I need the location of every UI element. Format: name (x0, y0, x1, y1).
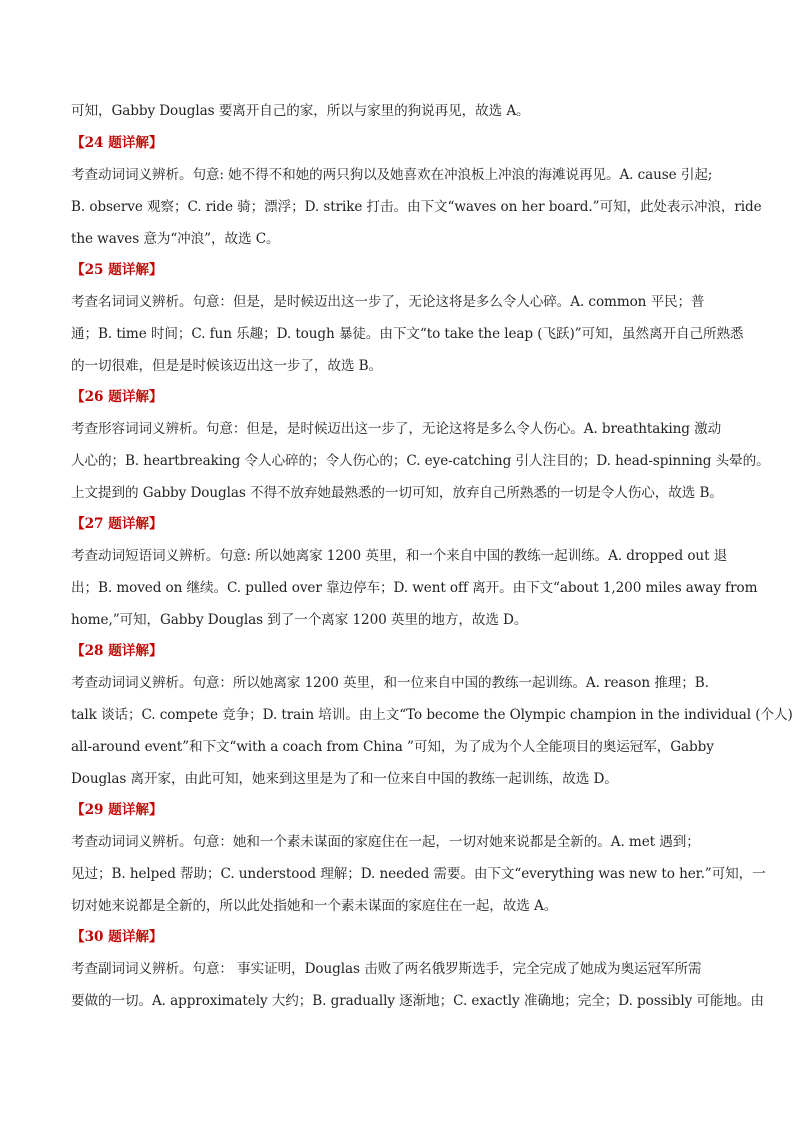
text-line: 考查动词词义辨析。句意：所以她离家 1200 英里，和一位来自中国的教练一起训练。A. reason 推理；B. (71, 675, 709, 691)
text-line: talk 谈话；C. compete 竞争；D. train 培训。由上文“To become the Olympic champion in the individual (个人) (71, 707, 793, 723)
text-line: home,”可知，Gabby Douglas 到了一个离家 1200 英里的地方，故选 D。 (71, 612, 528, 628)
intro-paragraph (71, 95, 731, 127)
text-line: Douglas 离开家，由此可知，她来到这里是为了和一位来自中国的教练一起训练，故选 D。 (71, 771, 618, 787)
text-line: 可知，Gabby Douglas 要离开自己的家，所以与家里的狗说再见，故选 A。 (71, 103, 530, 119)
text-line: 人心的；B. heartbreaking 令人心碎的；令人伤心的；C. eye-catching 引人注目的；D. head-spinning 头晕的。 (71, 453, 770, 469)
text-line: 考查名词词义辨析。句意：但是，是时候迈出这一步了，无论这将是多么令人心碎。A. common 平民；普 (71, 294, 705, 310)
section-body-26 (71, 413, 770, 509)
section-body-24 (71, 159, 762, 255)
text-line: 考查动词词义辨析。句意：她和一个素未谋面的家庭住在一起，一切对她来说都是全新的。A. met 遇到； (71, 834, 700, 850)
section-heading-27: 【27 题详解】 (71, 516, 163, 532)
section-heading-30: 【30 题详解】 (71, 929, 163, 945)
section-heading-29: 【29 题详解】 (71, 802, 163, 818)
text-line: 通；B. time 时间；C. fun 乐趣；D. tough 暴徒。由下文“to take the leap (飞跃)”可知，虽然离开自己所熟悉 (71, 326, 744, 342)
section-heading-25: 【25 题详解】 (71, 262, 163, 278)
text-line: 考查形容词词义辨析。句意：但是，是时候迈出这一步了，无论这将是多么令人伤心。A. breathtaking 激动 (71, 421, 722, 437)
text-line: 出；B. moved on 继续。C. pulled over 靠边停车；D. went off 离开。由下文“about 1,200 miles away from (71, 580, 758, 596)
text-line: B. observe 观察；C. ride 骑；漂浮；D. strike 打击。由下文“waves on her board.”可知，此处表示冲浪，ride (71, 199, 762, 215)
text-line: 上文提到的 Gabby Douglas 不得不放弃她最熟悉的一切可知，放弃自己所熟悉的一切是令人伤心，故选 B。 (71, 485, 723, 501)
text-line: 要做的一切。A. approximately 大约；B. gradually 逐渐地；C. exactly 准确地；完全；D. possibly 可能地。由 (71, 993, 764, 1009)
section-heading-24: 【24 题详解】 (71, 135, 163, 151)
text-line: 的一切很难，但是是时候该迈出这一步了，故选 B。 (71, 358, 382, 374)
section-heading-26: 【26 题详解】 (71, 389, 163, 405)
text-line: 考查动词词义辨析。句意: 她不得不和她的两只狗以及她喜欢在冲浪板上冲浪的海滩说再见。A. cause 引起; (71, 167, 713, 183)
text-line: 考查副词词义辨析。句意： 事实证明，Douglas 击败了两名俄罗斯选手，完全完成了她成为奥运冠军所需 (71, 961, 702, 977)
text-line: all-around event”和下文“with a coach from China ”可知，为了成为个人全能项目的奥运冠军，Gabby (71, 739, 714, 755)
text-line: 见过；B. helped 帮助；C. understood 理解；D. needed 需要。由下文“everything was new to her.”可知，一 (71, 866, 766, 882)
section-body-25 (71, 286, 744, 382)
section-body-29 (71, 826, 766, 922)
section-body-27 (71, 540, 758, 636)
section-heading-28: 【28 题详解】 (71, 643, 163, 659)
section-body-28 (71, 667, 793, 795)
text-line: 考查动词短语词义辨析。句意: 所以她离家 1200 英里，和一个来自中国的教练一起训练。A. dropped out 退 (71, 548, 728, 564)
text-line: the waves 意为“冲浪”，故选 C。 (71, 231, 280, 247)
text-line: 切对她来说都是全新的，所以此处指她和一个素未谋面的家庭住在一起，故选 A。 (71, 898, 558, 914)
section-body-30 (71, 953, 764, 1017)
